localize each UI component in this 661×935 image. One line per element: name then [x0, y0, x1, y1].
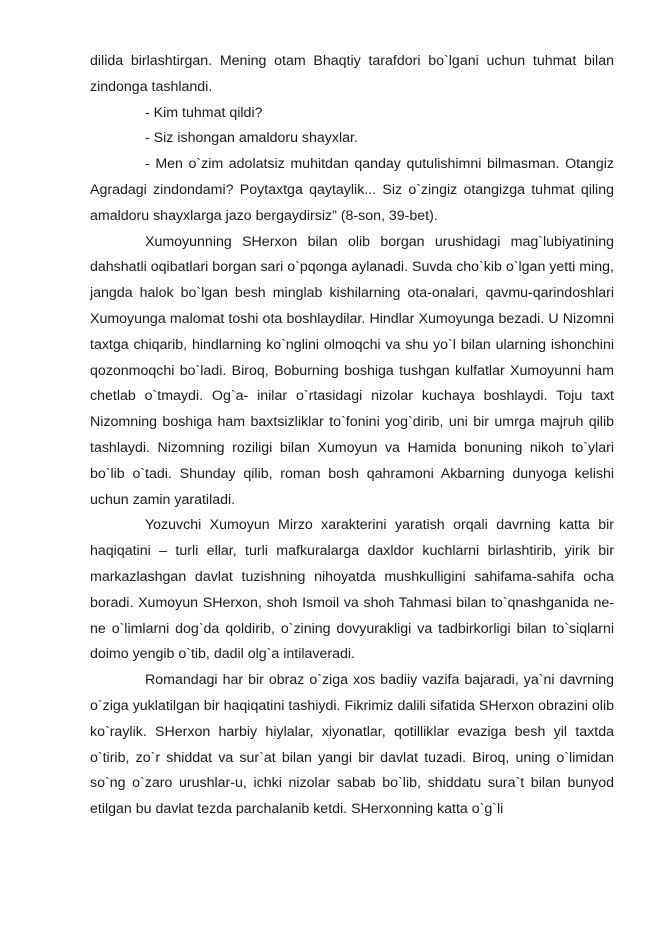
paragraph-5: Xumoyunning SHerxon bilan olib borgan urushidagi mag`lubiyatining dahshatli oqibatlari borgan sari o`pqonga aylanadi. Suvda cho`kib o`lgan yetti ming, jangda halok bo`lgan besh minglab kishilarning ota-onalari, qavmu-qarindoshlari Xumoyunga malomat toshi ota boshlaydilar. Hindlar Xumoyunga bezadi. U Nizomni taxtga chiqarib, hindlarning ko`nglini olmoqchi va shu yo`l bilan ularning ishonchini qozonmoqchi bo`ladi. Biroq, Boburning boshiga tushgan kulfatlar Xumoyunni ham chetlab o`tmaydi. Og`a- inilar o`rtasidagi nizolar kuchaya boshlaydi. Toju taxt Nizomning boshiga ham baxtsizliklar to`fonini yog`dirib, uni bir umrga majruh qilib tashlaydi. Nizomning roziligi bilan Xumoyun va Hamida bonuning nikoh to`ylari bo`lib o`tadi. Shunday qilib, roman bosh qahramoni Akbarning dunyoga kelishi uchun zamin yaratiladi.	[90, 233, 614, 508]
paragraph-6: Yozuvchi Xumoyun Mirzo xarakterini yaratish orqali davrning katta bir haqiqatini – turli ellar, turli mafkuralarga daxldor kuchlarni birlashtirib, yirik bir markazlashgan davlat tuzishning nihoyatda mushkulligini sahifama-sahifa ocha boradi. Xumoyun SHerxon, shoh Ismoil va shoh Tahmasi bilan to`qnashganida ne-ne o`limlarni dog`da qoldirib, o`zining dovyurakligi va tadbirkorligi bilan to`siqlarni doimo yengib o`tib, dadil olg`a intilaveradi.	[90, 517, 614, 663]
paragraph-3: - Siz ishongan amaldoru shayxlar.	[145, 130, 358, 147]
paragraph-4: - Men o`zim adolatsiz muhitdan qanday qutulishimni bilmasman. Otangiz Agradagi zindondami? Poytaxtga qaytaylik... Siz o`zingiz otangizga tuhmat qiling amaldoru shayxlarga jazo bergaydirsiz” (8-son, 39-bet).	[90, 156, 614, 224]
paragraph-1: dilida birlashtirgan. Mening otam Bhaqtiy tarafdori bo`lgani uchun tuhmat bilan zindonga tashlandi.	[90, 53, 614, 95]
document-page	[90, 49, 614, 823]
paragraph-7: Romandagi har bir obraz o`ziga xos badiiy vazifa bajaradi, ya`ni davrning o`ziga yuklatilgan bir haqiqatini tashiydi. Fikrimiz dalili sifatida SHerxon obrazini olib ko`raylik. SHerxon harbiy hiylalar, xiyonatlar, qotilliklar evaziga besh yil taxtda o`tirib, zo`r shiddat va sur`at bilan yangi bir davlat tuzadi. Biroq, uning o`limidan so`ng o`zaro urushlar-u, ichki nizolar sabab bo`lib, shiddatu sura`t bilan bunyod etilgan bu davlat tezda parchalanib ketdi. SHerxonning katta o`g`li	[90, 672, 614, 818]
paragraph-2: - Kim tuhmat qildi?	[145, 104, 263, 121]
